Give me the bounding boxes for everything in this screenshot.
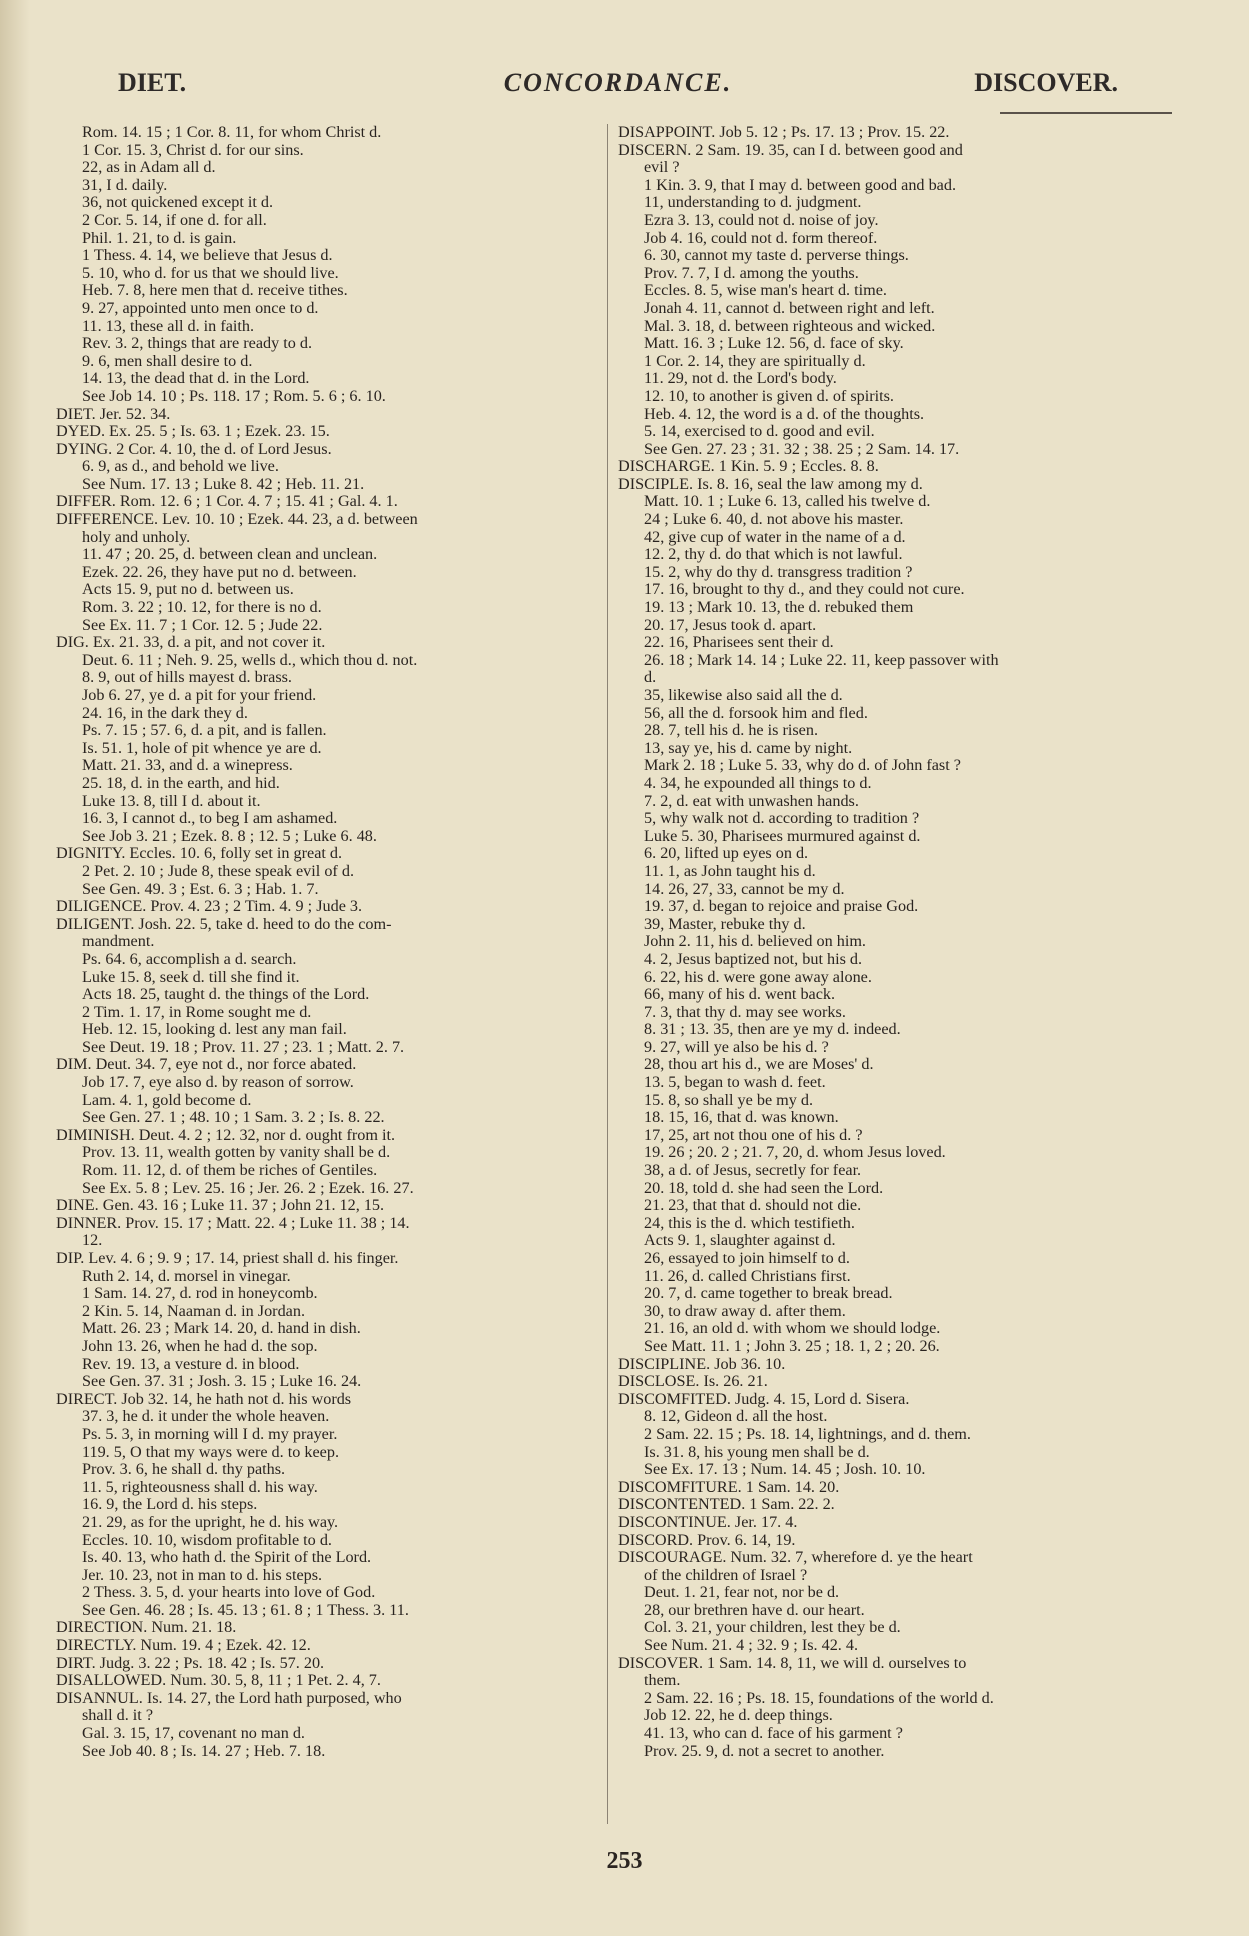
entry-reference-line: 28, thou art his d., we are Moses' d. [644,1055,874,1074]
entry-reference-line: 18. 15, 16, that d. was known. [644,1108,839,1127]
entry-reference-line: 11. 29, not d. the Lord's body. [644,369,837,388]
entry-reference-line: 6. 20, lifted up eyes on d. [644,844,809,863]
entry-reference-line: 56, all the d. forsook him and fled. [644,703,868,722]
entry-headword-line: DIM. Deut. 34. 7, eye not d., nor force abated. [56,1055,357,1074]
entry-reference-line: Jonah 4. 11, cannot d. between right and left. [644,298,935,317]
entry-reference-line: Is. 31. 8, his young men shall be d. [644,1442,870,1461]
entry-reference-line: Rev. 19. 13, a vesture d. in blood. [82,1354,300,1373]
entry-reference-line: See Ex. 5. 8 ; Lev. 25. 16 ; Jer. 26. 2 ; Ezek. 16. 27. [82,1178,414,1197]
entry-headword-line: DISCOURAGE. Num. 32. 7, wherefore d. ye the heart [618,1548,973,1567]
entry-reference-line: Luke 15. 8, seek d. till she find it. [82,967,300,986]
entry-reference-line: Job 4. 16, could not d. form thereof. [644,228,878,247]
entry-reference-line: 1 Cor. 2. 14, they are spiritually d. [644,351,866,370]
entry-headword-line: DILIGENT. Josh. 22. 5, take d. heed to do the com- [56,914,392,933]
entry-headword-line: DIG. Ex. 21. 33, d. a pit, and not cover it. [56,633,326,652]
entry-reference-line: Prov. 7. 7, I d. among the youths. [644,263,859,282]
entry-headword-line: DISANNUL. Is. 14. 27, the Lord hath purposed, who [56,1688,402,1707]
entry-reference-line: 5. 14, exercised to d. good and evil. [644,422,875,441]
entry-reference-line: Lam. 4. 1, gold become d. [82,1090,252,1109]
entry-headword-line: DISCONTINUE. Jer. 17. 4. [618,1512,798,1531]
entry-reference-line: 8. 12, Gideon d. all the host. [644,1407,828,1426]
entry-reference-line: See Job 14. 10 ; Ps. 118. 17 ; Rom. 5. 6 ; 6. 10. [82,386,386,405]
entry-reference-line: Prov. 3. 6, he shall d. thy paths. [82,1460,286,1479]
entry-reference-line: See Deut. 19. 18 ; Prov. 11. 27 ; 23. 1 ; Matt. 2. 7. [82,1037,405,1056]
entry-reference-line: 25. 18, d. in the earth, and hid. [82,773,280,792]
entry-reference-line: 20. 7, d. came together to break bread. [644,1284,893,1303]
entry-reference-line: Matt. 16. 3 ; Luke 12. 56, d. face of sky. [644,334,904,353]
entry-reference-line: See Ex. 17. 13 ; Num. 14. 45 ; Josh. 10. 10. [644,1460,926,1479]
entry-reference-line: 24. 16, in the dark they d. [82,703,248,722]
entry-reference-line: 8. 9, out of hills mayest d. brass. [82,668,292,687]
entry-reference-line: Heb. 4. 12, the word is a d. of the thoughts. [644,404,925,423]
entry-headword-line: DILIGENCE. Prov. 4. 23 ; 2 Tim. 4. 9 ; Jude 3. [56,897,363,916]
entry-reference-line: 22. 16, Pharisees sent their d. [644,633,834,652]
entry-headword-line: DINE. Gen. 43. 16 ; Luke 11. 37 ; John 21. 12, 15. [56,1196,385,1215]
entry-reference-line: Deut. 6. 11 ; Neh. 9. 25, wells d., which thou d. not. [82,650,418,669]
entry-reference-line: 13. 5, began to wash d. feet. [644,1073,826,1092]
entry-headword-line: DISCHARGE. 1 Kin. 5. 9 ; Eccles. 8. 8. [618,457,879,476]
entry-reference-line: See Gen. 27. 1 ; 48. 10 ; 1 Sam. 3. 2 ; Is. 8. 22. [82,1108,385,1127]
entry-reference-line: Is. 40. 13, who hath d. the Spirit of the Lord. [82,1548,372,1567]
entry-reference-line: 4. 2, Jesus baptized not, but his d. [644,949,863,968]
entry-reference-line: 12. 2, thy d. do that which is not lawful. [644,545,903,564]
entry-reference-line: 11. 26, d. called Christians first. [644,1266,851,1285]
entry-reference-line: 26, essayed to join himself to d. [644,1249,850,1267]
entry-headword-line: DISCOMFITED. Judg. 4. 15, Lord d. Sisera. [618,1389,910,1408]
entry-reference-line: Ps. 5. 3, in morning will I d. my prayer. [82,1424,338,1443]
entry-continuation-line: 12. [82,1231,103,1250]
entry-headword-line: DISCIPLINE. Job 36. 10. [618,1354,786,1373]
entry-reference-line: Mark 2. 18 ; Luke 5. 33, why do d. of John fast ? [644,756,961,775]
right-column [618,124,1158,1834]
entry-reference-line: 14. 26, 27, 33, cannot be my d. [644,879,845,898]
entry-reference-line: 6. 30, cannot my taste d. perverse things. [644,246,909,265]
entry-continuation-line: d. [644,668,657,687]
entry-headword-line: DIMINISH. Deut. 4. 2 ; 12. 32, nor d. ought from it. [56,1125,396,1144]
entry-reference-line: See Num. 21. 4 ; 32. 9 ; Is. 42. 4. [644,1636,859,1655]
header-title: CONCORDANCE. [503,68,733,97]
entry-reference-line: 2 Sam. 22. 15 ; Ps. 18. 14, lightnings, and d. them. [644,1424,971,1443]
entry-reference-line: 20. 17, Jesus took d. apart. [644,615,817,634]
entry-reference-line: 13, say ye, his d. came by night. [644,738,853,757]
entry-reference-line: 66, many of his d. went back. [644,985,836,1004]
entry-reference-line: 1 Kin. 3. 9, that I may d. between good and bad. [644,175,956,194]
entry-reference-line: 119. 5, O that my ways were d. to keep. [82,1442,339,1461]
entry-reference-line: 2 Tim. 1. 17, in Rome sought me d. [82,1002,312,1021]
entry-reference-line: Heb. 12. 15, looking d. lest any man fail. [82,1020,347,1039]
entry-reference-line: 21. 23, that that d. should not die. [644,1196,862,1215]
entry-reference-line: Acts 15. 9, put no d. between us. [82,580,294,599]
entry-headword-line: DISCONTENTED. 1 Sam. 22. 2. [618,1495,835,1514]
entry-reference-line: See Gen. 37. 31 ; Josh. 3. 15 ; Luke 16. 24. [82,1372,362,1391]
entry-reference-line: See Gen. 27. 23 ; 31. 32 ; 38. 25 ; 2 Sam. 14. 17. [644,439,960,458]
entry-reference-line: Is. 51. 1, hole of pit whence ye are d. [82,738,322,757]
entry-reference-line: Prov. 13. 11, wealth gotten by vanity shall be d. [82,1143,391,1162]
entry-reference-line: 5. 10, who d. for us that we should live. [82,263,339,282]
entry-reference-line: 9. 6, men shall desire to d. [82,351,253,370]
entry-reference-line: Matt. 10. 1 ; Luke 6. 13, called his twelve d. [644,492,931,511]
entry-reference-line: 28. 7, tell his d. he is risen. [644,721,818,740]
entry-reference-line: 30, to draw away d. after them. [644,1301,846,1320]
entry-reference-line: 2 Pet. 2. 10 ; Jude 8, these speak evil of d. [82,861,354,880]
entry-reference-line: 7. 2, d. eat with unwashen hands. [644,791,859,810]
entry-reference-line: Acts 18. 25, taught d. the things of the Lord. [82,985,370,1004]
entry-reference-line: 2 Sam. 22. 16 ; Ps. 18. 15, foundations of the world d. [644,1688,994,1707]
entry-reference-line: Gal. 3. 15, 17, covenant no man d. [82,1724,305,1743]
entry-reference-line: 11. 1, as John taught his d. [644,861,816,880]
page-spine-shadow [0,0,30,1936]
entry-reference-line: Ezek. 22. 26, they have put no d. between. [82,562,357,581]
entry-reference-line: Rom. 3. 22 ; 10. 12, for there is no d. [82,598,322,617]
entry-headword-line: DIFFER. Rom. 12. 6 ; 1 Cor. 4. 7 ; 15. 41 ; Gal. 4. 1. [56,492,398,511]
entry-reference-line: 35, likewise also said all the d. [644,686,843,704]
header-rule [1000,112,1172,114]
entry-reference-line: 8. 31 ; 13. 35, then are ye my d. indeed. [644,1020,901,1039]
entry-reference-line: 17, 25, art not thou one of his d. ? [644,1125,863,1144]
entry-reference-line: Job 12. 22, he d. deep things. [644,1706,833,1725]
entry-reference-line: See Gen. 46. 28 ; Is. 45. 13 ; 61. 8 ; 1 Thess. 3. 11. [82,1600,409,1619]
entry-reference-line: Rom. 14. 15 ; 1 Cor. 8. 11, for whom Christ d. [82,124,382,141]
entry-headword-line: DINNER. Prov. 15. 17 ; Matt. 22. 4 ; Luke 11. 38 ; 14. [56,1213,410,1232]
entry-reference-line: Phil. 1. 21, to d. is gain. [82,228,237,247]
entry-reference-line: 11. 47 ; 20. 25, d. between clean and unclean. [82,545,378,564]
entry-headword-line: DIGNITY. Eccles. 10. 6, folly set in great d. [56,844,343,863]
entry-reference-line: 5, why walk not d. according to tradition ? [644,809,920,828]
entry-reference-line: 15. 8, so shall ye be my d. [644,1090,814,1109]
entry-reference-line: 20. 18, told d. she had seen the Lord. [644,1178,884,1197]
entry-reference-line: 37. 3, he d. it under the whole heaven. [82,1407,330,1426]
entry-reference-line: 2 Cor. 5. 14, if one d. for all. [82,210,267,229]
entry-reference-line: Mal. 3. 18, d. between righteous and wicked. [644,316,936,335]
entry-continuation-line: them. [644,1671,681,1690]
entry-reference-line: 42, give cup of water in the name of a d. [644,527,906,546]
entry-reference-line: 9. 27, will ye also be his d. ? [644,1037,829,1056]
entry-reference-line: 17. 16, brought to thy d., and they could not cure. [644,580,965,599]
entry-reference-line: Eccles. 10. 10, wisdom profitable to d. [82,1530,332,1549]
entry-reference-line: See Job 3. 21 ; Ezek. 8. 8 ; 12. 5 ; Luke 6. 48. [82,826,377,845]
entry-reference-line: 31, I d. daily. [82,175,168,194]
entry-reference-line: 1 Sam. 14. 27, d. rod in honeycomb. [82,1284,318,1303]
entry-reference-line: 19. 13 ; Mark 10. 13, the d. rebuked them [644,598,914,617]
entry-reference-line: 12. 10, to another is given d. of spirits. [644,386,894,405]
entry-headword-line: DIRECTION. Num. 21. 18. [56,1618,237,1637]
entry-reference-line: 16. 3, I cannot d., to beg I am ashamed. [82,809,338,828]
entry-reference-line: 24 ; Luke 6. 40, d. not above his master. [644,510,904,529]
entry-reference-line: 19. 26 ; 20. 2 ; 21. 7, 20, d. whom Jesus loved. [644,1143,946,1162]
entry-reference-line: 6. 22, his d. were gone away alone. [644,967,872,986]
entry-reference-line: Acts 9. 1, slaughter against d. [644,1231,836,1250]
entry-reference-line: Prov. 25. 9, d. not a secret to another. [644,1741,885,1760]
entry-headword-line: DISCERN. 2 Sam. 19. 35, can I d. between good and [618,140,963,159]
entry-reference-line: Matt. 26. 23 ; Mark 14. 20, d. hand in dish. [82,1319,361,1338]
entry-headword-line: DIFFERENCE. Lev. 10. 10 ; Ezek. 44. 23, a d. between [56,510,418,529]
entry-reference-line: 21. 29, as for the upright, he d. his way. [82,1512,339,1531]
entry-reference-line: 9. 27, appointed unto men once to d. [82,298,319,317]
entry-headword-line: DIRT. Judg. 3. 22 ; Ps. 18. 42 ; Is. 57. 20. [56,1653,325,1672]
entry-reference-line: Rom. 11. 12, d. of them be riches of Gentiles. [82,1161,378,1180]
entry-reference-line: Col. 3. 21, your children, lest they be d. [644,1618,901,1637]
entry-reference-line: 38, a d. of Jesus, secretly for fear. [644,1161,862,1180]
entry-reference-line: 7. 3, that thy d. may see works. [644,1002,846,1021]
entry-reference-line: See Matt. 11. 1 ; John 3. 25 ; 18. 1, 2 ; 20. 26. [644,1336,940,1355]
page-number: 253 [606,1848,643,1874]
entry-reference-line: See Ex. 11. 7 ; 1 Cor. 12. 5 ; Jude 22. [82,615,323,634]
entry-reference-line: Ezra 3. 13, could not d. noise of joy. [644,210,879,229]
entry-reference-line: Deut. 1. 21, fear not, nor be d. [644,1583,840,1602]
entry-headword-line: DIRECTLY. Num. 19. 4 ; Ezek. 42. 12. [56,1636,311,1655]
entry-reference-line: Rev. 3. 2, things that are ready to d. [82,334,313,353]
entry-headword-line: DISAPPOINT. Job 5. 12 ; Ps. 17. 13 ; Prov. 15. 22. [618,124,950,141]
entry-reference-line: 14. 13, the dead that d. in the Lord. [82,369,310,388]
entry-reference-line: 26. 18 ; Mark 14. 14 ; Luke 22. 11, keep passover with [644,650,999,669]
entry-headword-line: DISALLOWED. Num. 30. 5, 8, 11 ; 1 Pet. 2. 4, 7. [56,1671,381,1690]
entry-headword-line: DIP. Lev. 4. 6 ; 9. 9 ; 17. 14, priest shall d. his finger. [56,1249,399,1267]
entry-headword-line: DISCORD. Prov. 6. 14, 19. [618,1530,796,1549]
left-column [56,124,596,1834]
entry-reference-line: 41. 13, who can d. face of his garment ? [644,1724,903,1743]
column-divider [607,124,608,1824]
entry-reference-line: 2 Kin. 5. 14, Naaman d. in Jordan. [82,1301,305,1320]
entry-reference-line: Ruth 2. 14, d. morsel in vinegar. [82,1266,291,1285]
entry-reference-line: Eccles. 8. 5, wise man's heart d. time. [644,281,887,300]
entry-continuation-line: of the children of Israel ? [644,1565,808,1584]
entry-reference-line: Ps. 64. 6, accomplish a d. search. [82,949,297,968]
entry-reference-line: 16. 9, the Lord d. his steps. [82,1495,258,1514]
entry-headword-line: DISCIPLE. Is. 8. 16, seal the law among my d. [618,474,923,493]
entry-reference-line: John 2. 11, his d. believed on him. [644,932,866,951]
entry-reference-line: Job 17. 7, eye also d. by reason of sorrow. [82,1073,354,1092]
entry-reference-line: 39, Master, rebuke thy d. [644,914,806,933]
entry-reference-line: See Num. 17. 13 ; Luke 8. 42 ; Heb. 11. 21. [82,474,365,493]
entry-reference-line: 36, not quickened except it d. [82,193,274,212]
entry-reference-line: Matt. 21. 33, and d. a winepress. [82,756,293,775]
entry-headword-line: DIRECT. Job 32. 14, he hath not d. his words [56,1389,352,1408]
entry-reference-line: 28, our brethren have d. our heart. [644,1600,865,1619]
entry-continuation-line: holy and unholy. [82,527,191,546]
entry-reference-line: John 13. 26, when he had d. the sop. [82,1336,318,1355]
entry-reference-line: Luke 5. 30, Pharisees murmured against d. [644,826,921,845]
entry-reference-line: 22, as in Adam all d. [82,158,216,177]
entry-reference-line: 11. 13, these all d. in faith. [82,316,255,335]
entry-reference-line: 24, this is the d. which testifieth. [644,1213,855,1232]
entry-headword-line: DYING. 2 Cor. 4. 10, the d. of Lord Jesus. [56,439,332,458]
entry-reference-line: 11, understanding to d. judgment. [644,193,862,212]
entry-reference-line: 6. 9, as d., and behold we live. [82,457,279,476]
entry-reference-line: 1 Thess. 4. 14, we believe that Jesus d. [82,246,333,265]
entry-reference-line: Jer. 10. 23, not in man to d. his steps. [82,1565,323,1584]
entry-reference-line: 15. 2, why do thy d. transgress tradition ? [644,562,913,581]
entry-continuation-line: shall d. it ? [82,1706,154,1725]
header-right-guide-word: DISCOVER. [974,68,1118,97]
header-left-guide-word: DIET. [118,68,187,97]
entry-reference-line: 11. 5, righteousness shall d. his way. [82,1477,318,1496]
entry-headword-line: DISCLOSE. Is. 26. 21. [618,1372,768,1391]
entry-reference-line: 1 Cor. 15. 3, Christ d. for our sins. [82,140,304,159]
entry-continuation-line: mandment. [82,932,155,951]
entry-reference-line: 21. 16, an old d. with whom we should lodge. [644,1319,941,1338]
entry-reference-line: See Job 40. 8 ; Is. 14. 27 ; Heb. 7. 18. [82,1741,326,1760]
entry-headword-line: DISCOMFITURE. 1 Sam. 14. 20. [618,1477,840,1496]
entry-reference-line: 4. 34, he expounded all things to d. [644,773,872,792]
entry-headword-line: DYED. Ex. 25. 5 ; Is. 63. 1 ; Ezek. 23. 15. [56,422,330,441]
running-header [118,68,1118,108]
entry-reference-line: 2 Thess. 3. 5, d. your hearts into love of God. [82,1583,376,1602]
entry-reference-line: See Gen. 49. 3 ; Est. 6. 3 ; Hab. 1. 7. [82,879,319,898]
entry-reference-line: Job 6. 27, ye d. a pit for your friend. [82,686,317,704]
entry-reference-line: Luke 13. 8, till I d. about it. [82,791,261,810]
entry-reference-line: 19. 37, d. began to rejoice and praise God. [644,897,919,916]
entry-headword-line: DISCOVER. 1 Sam. 14. 8, 11, we will d. ourselves to [618,1653,967,1672]
entry-reference-line: Heb. 7. 8, here men that d. receive tithes. [82,281,348,300]
entry-continuation-line: evil ? [644,158,680,177]
entry-reference-line: Ps. 7. 15 ; 57. 6, d. a pit, and is fallen. [82,721,327,740]
entry-headword-line: DIET. Jer. 52. 34. [56,404,171,423]
